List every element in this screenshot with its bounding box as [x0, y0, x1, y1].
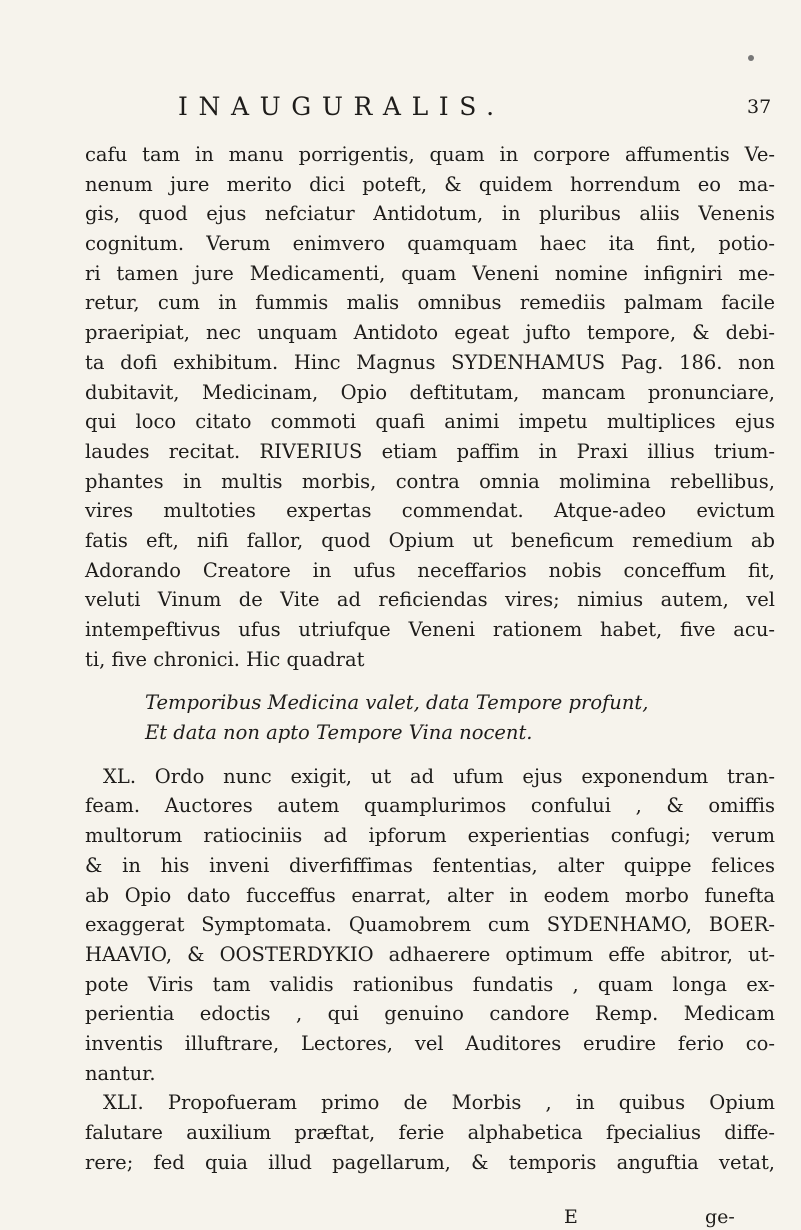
- section-xl-line: feam. Auctores autem quamplurimos confului , & omiffis: [85, 794, 775, 818]
- text-line: veluti Vinum de Vite ad reficiendas vires; nimius autem, vel: [85, 588, 775, 612]
- text-line: ti, five chronici. Hic quadrat: [85, 647, 365, 671]
- text-line: Adorando Creatore in ufus neceffarios nobis conceffum fit,: [85, 558, 775, 582]
- text-line: fatis eft, nifi fallor, quod Opium ut beneficum remedium ab: [85, 528, 775, 552]
- section-xli-line: falutare auxilium præftat, ferie alphabetica fpecialius diffe-: [85, 1121, 775, 1144]
- text-line: dubitavit, Medicinam, Opio deftitutam, mancam pronunciare,: [85, 380, 775, 404]
- section-xl-line: inventis illuftrare, Lectores, vel Auditores erudire ferio co-: [85, 1031, 775, 1055]
- section-xl-line: nantur.: [85, 1061, 156, 1085]
- verse-line: Et data non apto Tempore Vina nocent.: [145, 721, 533, 745]
- ink-speck: [748, 55, 754, 61]
- section-xli-line: XLI. Propofueram primo de Morbis , in quibus Opium: [103, 1091, 775, 1115]
- text-line: cafu tam in manu porrigentis, quam in corpore affumentis Ve-: [85, 143, 775, 166]
- text-line: retur, cum in fummis malis omnibus remediis palmam facile: [85, 291, 775, 315]
- section-xl-line: XL. Ordo nunc exigit, ut ad ufum ejus exponendum tran-: [103, 764, 775, 788]
- running-title: INAUGURALIS.: [178, 92, 505, 121]
- section-xl-line: multorum ratiociniis ad ipforum experientias confugi; verum: [85, 824, 775, 848]
- text-line: nenum jure merito dici poteft, & quidem horrendum eo ma-: [85, 172, 775, 196]
- text-line: ri tamen jure Medicamenti, quam Veneni nomine infigniri me-: [85, 261, 775, 285]
- text-line: laudes recitat. RIVERIUS etiam paffim in Praxi illius trium-: [85, 439, 775, 463]
- section-xl-line: ab Opio dato fucceffus enarrat, alter in eodem morbo funefta: [85, 883, 775, 907]
- signature-mark: E: [564, 1206, 578, 1228]
- text-line: phantes in multis morbis, contra omnia molimina rebellibus,: [85, 469, 775, 493]
- text-line: intempeftivus ufus utriufque Veneni rationem habet, five acu-: [85, 618, 775, 641]
- text-line: qui loco citato commoti quafi animi impetu multiplices ejus: [85, 410, 775, 434]
- section-xl-line: exaggerat Symptomata. Quamobrem cum SYDENHAMO, BOER-: [85, 913, 775, 937]
- text-line: cognitum. Verum enimvero quamquam haec ita fint, potio-: [85, 232, 775, 256]
- text-line: ta dofi exhibitum. Hinc Magnus SYDENHAMUS Pag. 186. non: [85, 350, 775, 374]
- body-text: [85, 140, 775, 1177]
- text-line: praeripiat, nec unquam Antidoto egeat jufto tempore, & debi-: [85, 321, 775, 345]
- catchword: ge-: [705, 1206, 735, 1228]
- section-xli-line: rere; fed quia illud pagellarum, & temporis anguftia vetat,: [85, 1150, 775, 1174]
- section-xl-line: perientia edoctis , qui genuino candore Remp. Medicam: [85, 1002, 775, 1026]
- section-xl-line: pote Viris tam validis rationibus fundatis , quam longa ex-: [85, 972, 775, 996]
- section-xl-line: & in his inveni diverfiffimas fententias, alter quippe felices: [85, 853, 775, 877]
- text-line: vires multoties expertas commendat. Atque-adeo evictum: [85, 499, 775, 523]
- page-number: 37: [747, 96, 772, 118]
- text-line: gis, quod ejus nefciatur Antidotum, in pluribus aliis Venenis: [85, 202, 775, 226]
- section-xl-line: HAAVIO, & OOSTERDYKIO adhaerere optimum effe abitror, ut-: [85, 942, 775, 966]
- verse-line: Temporibus Medicina valet, data Tempore profunt,: [145, 691, 649, 715]
